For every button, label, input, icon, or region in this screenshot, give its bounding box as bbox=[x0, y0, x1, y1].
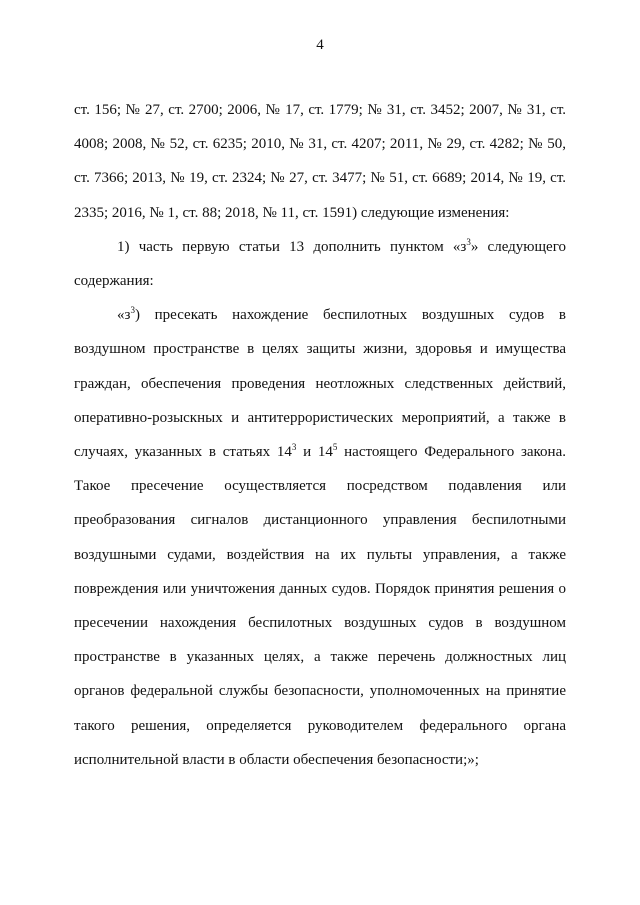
quote-text-part-1: ) пресекать нахождение беспилотных воздушных судов в воздушном пространстве в целях защиты жизни, здоровья и имущества граждан, обеспечения проведения неотложных следственных действий, оперативно-розыскных и антитеррористических мероприятий, а также в случаях, указанных в статьях 14 bbox=[74, 307, 566, 461]
page-number: 4 bbox=[316, 37, 324, 53]
item-1-text-before: 1) часть первую статьи 13 дополнить пунктом «з bbox=[117, 238, 467, 255]
item-1-text-after: » следующего содержания: bbox=[74, 238, 566, 290]
item-1-paragraph bbox=[74, 230, 566, 298]
quote-superscript-2: 3 bbox=[291, 442, 297, 453]
quote-open: «з bbox=[117, 307, 131, 324]
quote-superscript-3: 5 bbox=[332, 442, 338, 453]
intro-paragraph: ст. 156; № 27, ст. 2700; 2006, № 17, ст. 1779; № 31, ст. 3452; 2007, № 31, ст. 4008; 2008, № 52, ст. 6235; 2010, № 31, ст. 4207; 2011, № 29, ст. 4282; № 50, ст. 7366; 2013, № 19, ст. 2324; № 27, ст. 3477; № 51, ст. 6689; 2014, № 19, ст. 2335; 2016, № 1, ст. 88; 2018, № 11, ст. 1591) следующие изменения: bbox=[74, 102, 566, 221]
quoted-provision-paragraph bbox=[74, 298, 566, 777]
quote-text-part-2: и 14 bbox=[296, 444, 333, 461]
item-1-superscript: 3 bbox=[466, 236, 471, 247]
quote-superscript-1: 3 bbox=[130, 305, 135, 316]
body-text bbox=[74, 93, 566, 777]
quote-text-part-3: настоящего Федерального закона. Такое пресечение осуществляется посредством подавления или преобразования сигналов дистанционного управления беспилотными воздушными судами, воздействия на их пульты управления, а также повреждения или уничтожения данных судов. Порядок принятия решения о пресечении нахождения беспилотных воздушных судов в воздушном пространстве в указанных целях, а также перечень должностных лиц органов федеральной службы безопасности, уполномоченных на принятие такого решения, определяется руководителем федерального органа исполнительной власти в области обеспечения безопасности;»; bbox=[74, 444, 566, 768]
